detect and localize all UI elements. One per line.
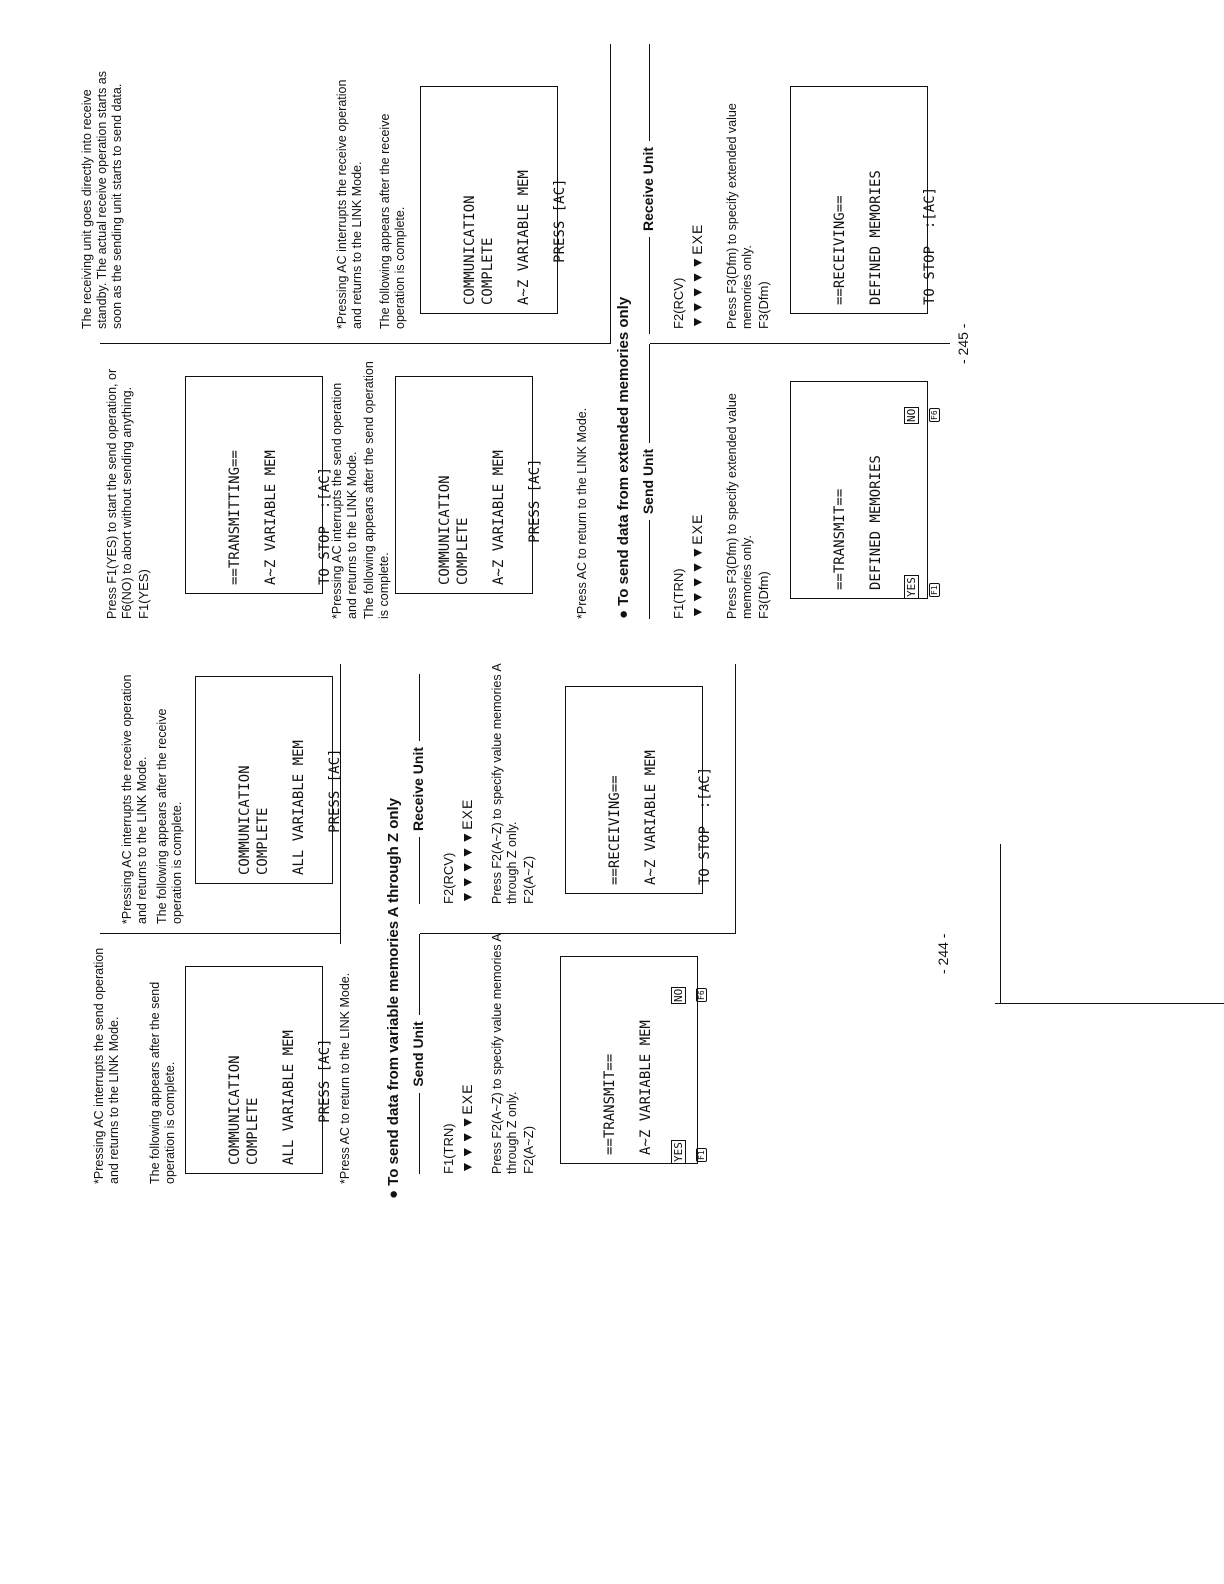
lp-col1-note2: The following appears after the send operation is complete. [148, 981, 177, 1184]
lp-section-rule [340, 664, 341, 944]
lp-col2-note2: The following appears after the receive operation is complete. [155, 708, 184, 924]
lp-send-unit-title: Send Unit [410, 934, 426, 1174]
lp-recv-steps: F2(RCV) ▼▼▼▼▼EXE [441, 798, 475, 904]
rp-col2-note2: *Pressing AC interrupts the receive operation and returns to the LINK Mode. [335, 79, 364, 329]
rp-send-key-f6: F6 [929, 410, 939, 420]
rp-column-divider [100, 343, 610, 344]
lp-col1-note3: *Press AC to return to the LINK Mode. [338, 972, 352, 1184]
rp-send-softkey-no: NO [905, 408, 918, 422]
rp-col1-note2: *Pressing AC interrupts the send operation and returns to the LINK Mode. [330, 382, 359, 619]
lp-send-text: Press F2(A~Z) to specify value memories A through Z only. F2(A~Z) [490, 933, 536, 1174]
rp-send-text: Press F3(Dfm) to specify extended value memories only. F3(Dfm) [725, 393, 771, 619]
page-spine [995, 1003, 1224, 1004]
lp-col2-note1: *Pressing AC interrupts the receive operation and returns to the LINK Mode. [120, 674, 149, 924]
lp-recv-text: Press F2(A~Z) to specify value memories A through Z only. F2(A~Z) [490, 663, 536, 904]
lp-screen-complete-send: COMMUNICATION COMPLETE ALL VARIABLE MEM PRESS [AC] [185, 966, 323, 1174]
lp-col1-note1: *Pressing AC interrupts the send operation and returns to the LINK Mode. [92, 947, 121, 1184]
rp-receive-unit-title: Receive Unit [640, 44, 656, 334]
lp-column-divider [100, 933, 340, 934]
rp-screen-complete-receive: COMMUNICATION COMPLETE A~Z VARIABLE MEM PRESS [AC] [420, 86, 558, 314]
lp-send-key-f1: F1 [696, 1150, 706, 1160]
lp-send-screen: ==TRANSMIT== A~Z VARIABLE MEM [560, 956, 698, 1164]
rp-recv-text: Press F3(Dfm) to specify extended value memories only. F3(Dfm) [725, 103, 771, 329]
rp-col2-note3: The following appears after the receive operation is complete. [378, 113, 407, 329]
rp-recv-screen: ==RECEIVING== DEFINED MEMORIES TO STOP :[AC] [790, 86, 928, 314]
rp-send-screen: ==TRANSMIT== DEFINED MEMORIES [790, 381, 928, 599]
rp-section-rule [610, 44, 611, 344]
rp-section-heading: ● To send data from extended memories only [615, 296, 632, 619]
rp-col1-note1: Press F1(YES) to start the send operation, or F6(NO) to abort without sending anything. F1(YES) [105, 368, 151, 619]
rp-col1-note3: The following appears after the send operation is complete. [362, 361, 391, 619]
lp-receive-unit-title: Receive Unit [410, 674, 426, 904]
page-number-244: - 244 - [935, 933, 951, 974]
lp-recv-screen: ==RECEIVING== A~Z VARIABLE MEM TO STOP :[AC] [565, 686, 703, 894]
lp-send-softkey-yes: YES [672, 1142, 685, 1162]
lp-unit-divider [420, 933, 735, 934]
rp-send-softkey-yes: YES [905, 577, 918, 597]
rp-screen-transmitting: ==TRANSMITTING== A~Z VARIABLE MEM TO STOP :[AC] [185, 376, 323, 594]
lp-send-key-f6: F6 [696, 990, 706, 1000]
rp-col2-note1: The receiving unit goes directly into receive standby. The actual receive operation starts as soon as the sending unit starts to send data. [80, 70, 124, 329]
rp-col1-note4: *Press AC to return to the LINK Mode. [575, 407, 589, 619]
rp-send-unit-title: Send Unit [640, 344, 656, 619]
lp-section-heading: ● To send data from variable memories A through Z only [385, 797, 402, 1199]
rp-send-steps: F1(TRN) ▼▼▼▼▼EXE [671, 513, 705, 619]
rp-unit-divider [650, 343, 950, 344]
lower-rule [1000, 844, 1001, 1004]
lp-send-softkey-no: NO [672, 988, 685, 1002]
lp-screen-complete-receive: COMMUNICATION COMPLETE ALL VARIABLE MEM PRESS [AC] [195, 676, 333, 884]
rp-send-key-f1: F1 [929, 585, 939, 595]
lp-send-steps: F1(TRN) ▼▼▼▼EXE [441, 1083, 475, 1174]
rp-screen-complete-send: COMMUNICATION COMPLETE A~Z VARIABLE MEM PRESS [AC] [395, 376, 533, 594]
page-number-245: - 245 - [955, 323, 971, 364]
rp-recv-steps: F2(RCV) ▼▼▼▼▼EXE [671, 223, 705, 329]
